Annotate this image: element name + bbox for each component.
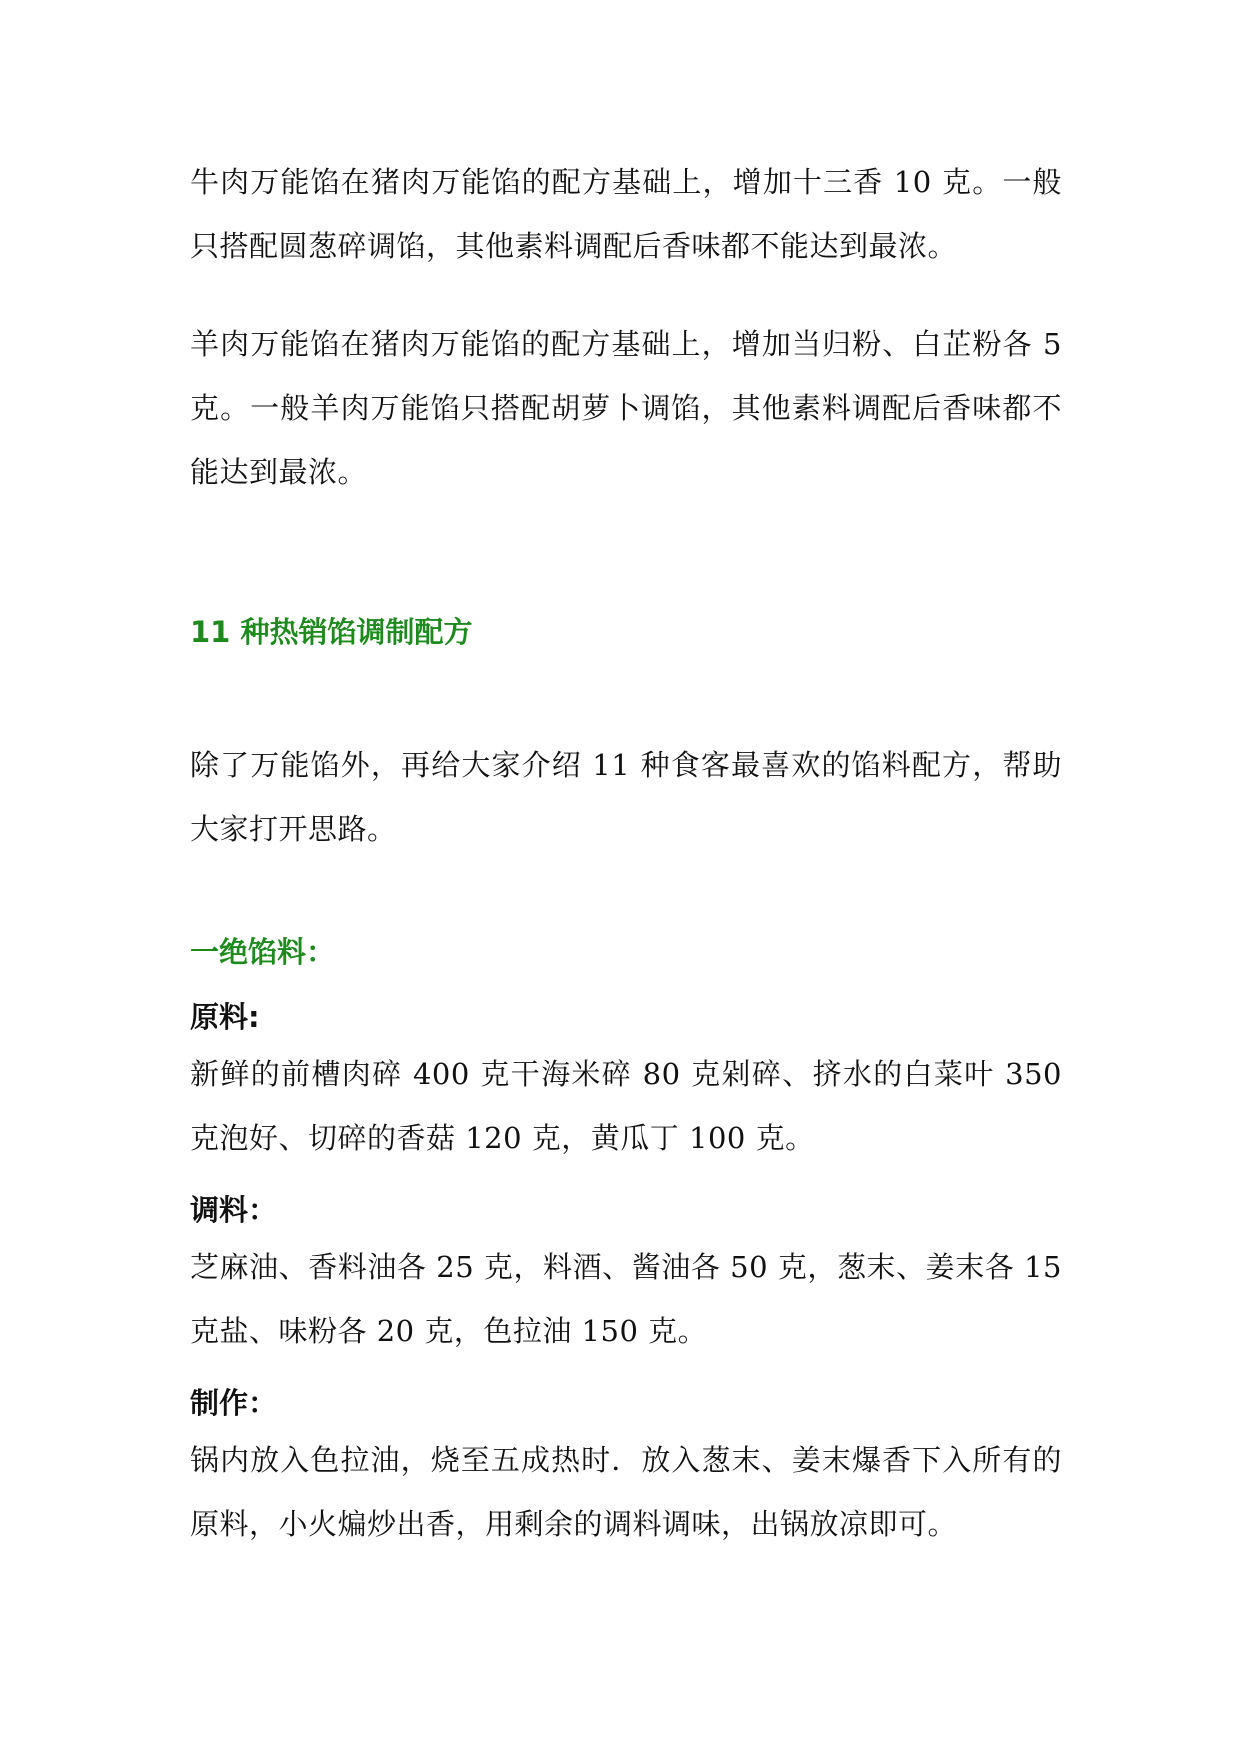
method-label: 制作： bbox=[190, 1386, 278, 1420]
intro-paragraph: 除了万能馅外，再给大家介绍 11 种食客最喜欢的馅料配方，帮助大家打开思路。 bbox=[190, 748, 1062, 846]
beef-paragraph: 牛肉万能馅在猪肉万能馅的配方基础上，增加十三香 10 克。一般只搭配圆葱碎调馅，其他素料调配后香味都不能达到最浓。 bbox=[190, 165, 1062, 263]
method-text: 锅内放入色拉油，烧至五成热时．放入葱末、姜末爆香下入所有的原料，小火煸炒出香，用剩余的调料调味，出锅放凉即可。 bbox=[190, 1443, 1062, 1541]
seasoning-label: 调料： bbox=[190, 1193, 278, 1227]
recipe-title: 一绝馅料： bbox=[190, 935, 336, 969]
ingredients-label: 原料: bbox=[190, 1000, 260, 1034]
ingredients-text: 新鲜的前槽肉碎 400 克干海米碎 80 克剁碎、挤水的白菜叶 350 克泡好、切碎的香菇 120 克，黄瓜丁 100 克。 bbox=[190, 1057, 1062, 1155]
seasoning-text: 芝麻油、香料油各 25 克，料酒、酱油各 50 克，葱末、姜末各 15 克盐、味粉各 20 克，色拉油 150 克。 bbox=[190, 1250, 1062, 1348]
lamb-paragraph: 羊肉万能馅在猪肉万能馅的配方基础上，增加当归粉、白芷粉各 5 克。一般羊肉万能馅只搭配胡萝卜调馅，其他素料调配后香味都不能达到最浓。 bbox=[190, 327, 1062, 489]
section-title: 11 种热销馅调制配方 bbox=[190, 615, 473, 649]
